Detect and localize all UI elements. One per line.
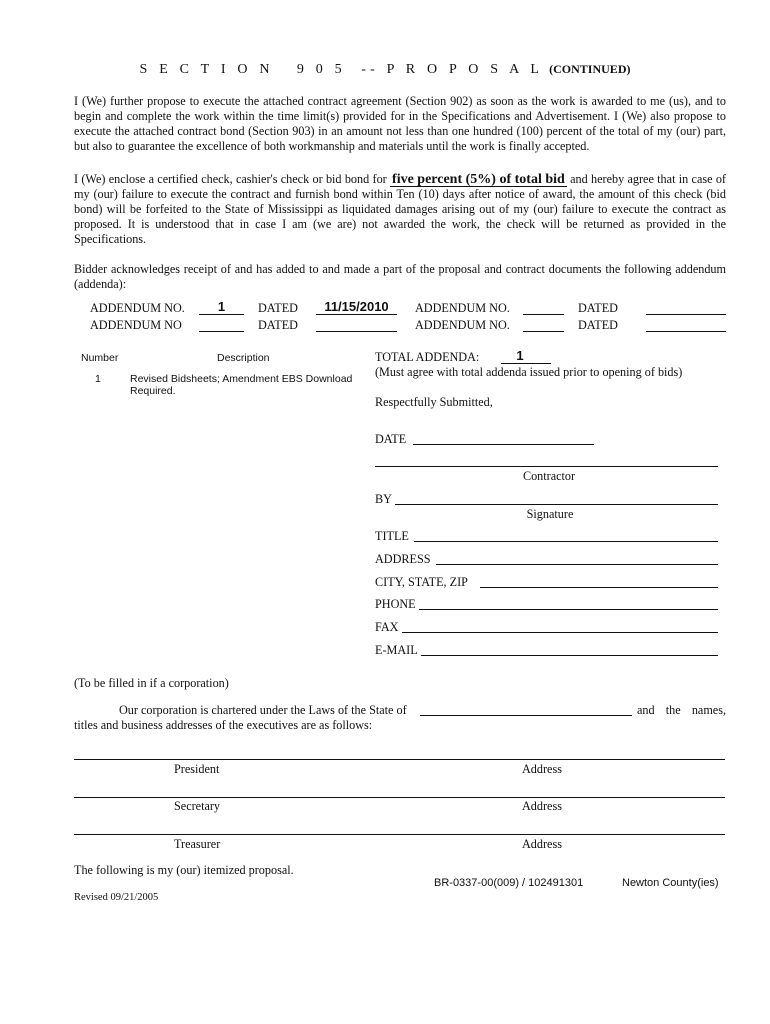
bid-bond-text-before: I (We) enclose a certified check, cashier's check or bid bond for [74, 172, 391, 186]
total-addenda-label: TOTAL ADDENDA: [375, 350, 480, 364]
secretary-address-label: Address [522, 799, 562, 813]
addenda-row-description: Revised Bidsheets; Amendment EBS Download Required. [130, 373, 353, 397]
fax-label: FAX [375, 620, 399, 634]
addendum-no-label-4: ADDENDUM NO. [415, 318, 510, 332]
president-line[interactable] [74, 759, 725, 760]
addendum-no-line-2 [523, 314, 564, 315]
addendum-no-label-3: ADDENDUM NO [90, 318, 182, 332]
paragraph-contract-agreement: I (We) further propose to execute the attached contract agreement (Section 902) as soon as the work is awarded to me (us), and to begin and complete the work within the time limit(s) provided for in the Specifications and Advertisement. I (We) also propose to execute the attached contract bond (Section 903) in an amount not less than one hundred (100) percent of the total of my (our) part, but also to guarantee the excellence of both workmanship and materials until the work is finally accepted. [74, 94, 726, 153]
county-name: Newton County(ies) [622, 877, 719, 889]
city-state-zip-label: CITY, STATE, ZIP [375, 575, 468, 589]
dated-line-3 [316, 331, 397, 332]
project-number: BR-0337-00(009) / 102491301 [434, 877, 584, 889]
secretary-label: Secretary [174, 799, 221, 813]
city-state-zip-input-line[interactable] [480, 587, 718, 588]
dated-line-2 [646, 314, 726, 315]
addenda-row-number: 1 [95, 373, 101, 385]
secretary-line[interactable] [74, 797, 725, 798]
email-input-line[interactable] [421, 655, 718, 656]
paragraph-bid-bond [74, 172, 726, 247]
bid-bond-text-after: and hereby agree that in case of my (our) failure to execute the contract and furnish bond within Ten (10) days after notice of award, the amount of this check (bid bond) will be forfeited to the State of Mississippi as liquidated damages arising out of my (our) failure to execute the contract as proposed. It is understood that in case I am (we are) not awarded the work, the check will be returned as provided in the Specifications. [74, 172, 726, 246]
president-address-label: Address [522, 762, 562, 776]
dated-line-1 [316, 314, 397, 315]
dated-line-4 [646, 331, 726, 332]
section-title [0, 62, 770, 78]
corporation-text-line2: titles and business addresses of the executives are as follows: [74, 718, 373, 732]
signature-caption: Signature [526, 507, 574, 521]
contractor-caption: Contractor [522, 469, 576, 483]
contractor-input-line[interactable] [375, 466, 718, 467]
paragraph-addenda-ack: Bidder acknowledges receipt of and has added to and made a part of the proposal and contract documents the following addendum (addenda): [74, 262, 726, 291]
treasurer-address-label: Address [522, 837, 562, 851]
addendum-no-value-1: 1 [217, 299, 226, 314]
addendum-no-label-1: ADDENDUM NO. [90, 301, 185, 315]
by-input-line[interactable] [395, 504, 718, 505]
corporation-text-after: and the names, [637, 703, 726, 717]
respectfully-submitted: Respectfully Submitted, [375, 395, 493, 409]
address-label: ADDRESS [375, 552, 431, 566]
dated-label-2: DATED [578, 301, 618, 315]
addendum-no-line-3 [199, 331, 244, 332]
phone-label: PHONE [375, 597, 416, 611]
dated-label-3: DATED [258, 318, 298, 332]
corporation-text-before: Our corporation is chartered under the Laws of the State of [119, 703, 407, 717]
continued-label: (CONTINUED) [549, 62, 631, 76]
dated-value-1: 11/15/2010 [324, 299, 389, 314]
total-addenda-value: 1 [516, 348, 524, 363]
fax-input-line[interactable] [402, 632, 718, 633]
addendum-no-line-4 [523, 331, 564, 332]
addenda-col-number: Number [81, 352, 119, 364]
by-label: BY [375, 492, 392, 506]
treasurer-line[interactable] [74, 834, 725, 835]
date-label: DATE [375, 432, 407, 446]
treasurer-label: Treasurer [174, 837, 221, 851]
phone-input-line[interactable] [419, 609, 718, 610]
title-input-line[interactable] [414, 541, 718, 542]
total-addenda-note: (Must agree with total addenda issued prior to opening of bids) [375, 365, 683, 379]
corporation-heading: (To be filled in if a corporation) [74, 676, 229, 690]
addenda-col-description: Description [217, 352, 270, 364]
date-input-line[interactable] [413, 444, 594, 445]
corporation-state-line[interactable] [420, 715, 632, 716]
address-input-line[interactable] [436, 564, 718, 565]
revised-date: Revised 09/21/2005 [74, 892, 159, 903]
section-heading: S E C T I O N 9 0 5 -- P R O P O S A L [139, 62, 544, 77]
president-label: President [174, 762, 220, 776]
itemized-proposal-text: The following is my (our) itemized proposal. [74, 863, 294, 877]
dated-label-1: DATED [258, 301, 298, 315]
addendum-no-label-2: ADDENDUM NO. [415, 301, 510, 315]
title-label: TITLE [375, 529, 409, 543]
addendum-no-line-1 [199, 314, 244, 315]
dated-label-4: DATED [578, 318, 618, 332]
bid-bond-amount: five percent (5%) of total bid [392, 172, 565, 187]
total-addenda-line [501, 363, 551, 364]
email-label: E-MAIL [375, 643, 418, 657]
